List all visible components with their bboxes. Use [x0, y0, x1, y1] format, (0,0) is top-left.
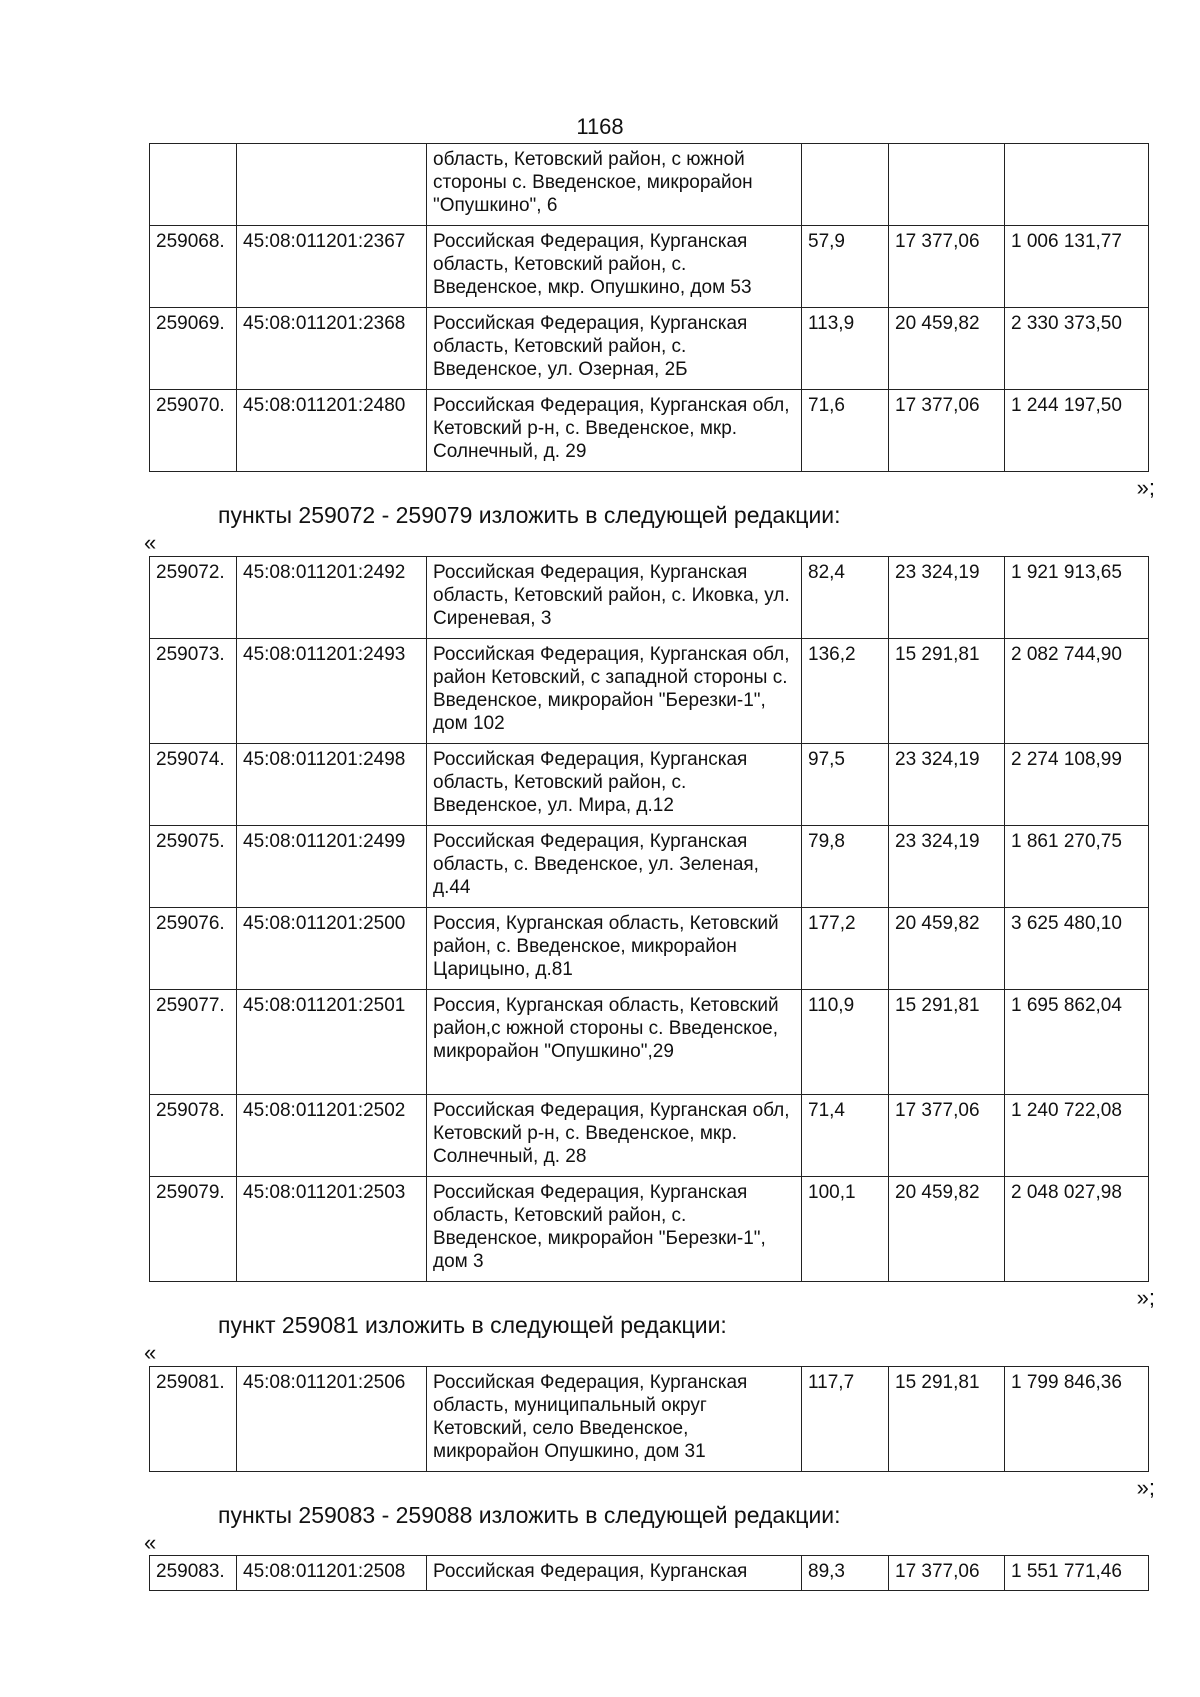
area: 89,3 [802, 1556, 889, 1591]
address: Российская Федерация, Курганская [427, 1556, 802, 1591]
rate: 17 377,06 [889, 226, 1005, 308]
rate: 20 459,82 [889, 908, 1005, 990]
area: 71,4 [802, 1095, 889, 1177]
opening-quote: « [144, 530, 157, 555]
item-number: 259070. [150, 390, 237, 472]
area: 97,5 [802, 744, 889, 826]
cost: 1 240 722,08 [1005, 1095, 1149, 1177]
address: Российская Федерация, Курганская область, Кетовский район, с. Введенское, микрорайон "Березки-1", дом 3 [427, 1177, 802, 1282]
table-row [150, 1177, 1149, 1282]
amendment-paragraph: пункты 259083 - 259088 изложить в следующей редакции: [218, 1502, 841, 1528]
registry-table-4 [149, 1555, 1149, 1591]
registry-table-1 [149, 143, 1149, 472]
item-number: 259078. [150, 1095, 237, 1177]
cadastral-number: 45:08:011201:2499 [237, 826, 427, 908]
cost: 2 274 108,99 [1005, 744, 1149, 826]
table-row [150, 144, 1149, 226]
cost: 2 048 027,98 [1005, 1177, 1149, 1282]
address: Российская Федерация, Курганская область, Кетовский район, с. Введенское, ул. Озерная, 2Б [427, 308, 802, 390]
rate: 15 291,81 [889, 1367, 1005, 1472]
area: 177,2 [802, 908, 889, 990]
table-row [150, 1556, 1149, 1591]
address: Российская Федерация, Курганская область, Кетовский район, с. Иковка, ул. Сиреневая, 3 [427, 557, 802, 639]
area [802, 144, 889, 226]
rate: 23 324,19 [889, 557, 1005, 639]
cost [1005, 144, 1149, 226]
table-row [150, 308, 1149, 390]
rate: 17 377,06 [889, 390, 1005, 472]
area: 71,6 [802, 390, 889, 472]
area: 82,4 [802, 557, 889, 639]
table-row [150, 744, 1149, 826]
registry-table-2 [149, 556, 1149, 1282]
area: 100,1 [802, 1177, 889, 1282]
table-row [150, 557, 1149, 639]
cadastral-number: 45:08:011201:2492 [237, 557, 427, 639]
area: 117,7 [802, 1367, 889, 1472]
address: Российская Федерация, Курганская область, Кетовский район, с. Введенское, мкр. Опушкино, дом 53 [427, 226, 802, 308]
area: 57,9 [802, 226, 889, 308]
cost: 1 921 913,65 [1005, 557, 1149, 639]
address: Российская Федерация, Курганская область, муниципальный округ Кетовский, село Введенское, микрорайон Опушкино, дом 31 [427, 1367, 802, 1472]
item-number: 259079. [150, 1177, 237, 1282]
table-row [150, 226, 1149, 308]
cost: 1 799 846,36 [1005, 1367, 1149, 1472]
item-number: 259069. [150, 308, 237, 390]
cadastral-number: 45:08:011201:2480 [237, 390, 427, 472]
address: Российская Федерация, Курганская область, Кетовский район, с. Введенское, ул. Мира, д.12 [427, 744, 802, 826]
rate: 20 459,82 [889, 308, 1005, 390]
rate [889, 144, 1005, 226]
cadastral-number [237, 144, 427, 226]
rate: 17 377,06 [889, 1095, 1005, 1177]
rate: 23 324,19 [889, 826, 1005, 908]
item-number [150, 144, 237, 226]
cost: 1 695 862,04 [1005, 990, 1149, 1095]
cadastral-number: 45:08:011201:2500 [237, 908, 427, 990]
rate: 15 291,81 [889, 990, 1005, 1095]
table-row [150, 1367, 1149, 1472]
address: область, Кетовский район, с южной стороны с. Введенское, микрорайон "Опушкино", 6 [427, 144, 802, 226]
table-row [150, 1095, 1149, 1177]
table-row [150, 826, 1149, 908]
address: Российская Федерация, Курганская обл, Кетовский р-н, с. Введенское, мкр. Солнечный, д. 29 [427, 390, 802, 472]
table-row [150, 908, 1149, 990]
cadastral-number: 45:08:011201:2493 [237, 639, 427, 744]
area: 113,9 [802, 308, 889, 390]
closing-quote: »; [1136, 1475, 1155, 1500]
item-number: 259081. [150, 1367, 237, 1472]
address: Российская Федерация, Курганская обл, Кетовский р-н, с. Введенское, мкр. Солнечный, д. 28 [427, 1095, 802, 1177]
table-row [150, 390, 1149, 472]
cost: 1 006 131,77 [1005, 226, 1149, 308]
cadastral-number: 45:08:011201:2498 [237, 744, 427, 826]
address: Россия, Курганская область, Кетовский район,с южной стороны с. Введенское, микрорайон "Опушкино",29 [427, 990, 802, 1095]
area: 110,9 [802, 990, 889, 1095]
cadastral-number: 45:08:011201:2508 [237, 1556, 427, 1591]
cost: 1 551 771,46 [1005, 1556, 1149, 1591]
cost: 2 330 373,50 [1005, 308, 1149, 390]
area: 79,8 [802, 826, 889, 908]
address: Россия, Курганская область, Кетовский район, с. Введенское, микрорайон Царицыно, д.81 [427, 908, 802, 990]
address: Российская Федерация, Курганская обл, район Кетовский, с западной стороны с. Введенское, микрорайон "Березки-1", дом 102 [427, 639, 802, 744]
cost: 1 244 197,50 [1005, 390, 1149, 472]
item-number: 259077. [150, 990, 237, 1095]
area: 136,2 [802, 639, 889, 744]
item-number: 259083. [150, 1556, 237, 1591]
registry-table-3 [149, 1366, 1149, 1472]
page-number: 1168 [576, 114, 624, 139]
closing-quote: »; [1136, 1285, 1155, 1310]
address: Российская Федерация, Курганская область, с. Введенское, ул. Зеленая, д.44 [427, 826, 802, 908]
item-number: 259074. [150, 744, 237, 826]
rate: 17 377,06 [889, 1556, 1005, 1591]
amendment-paragraph: пункты 259072 - 259079 изложить в следующей редакции: [218, 502, 841, 528]
cadastral-number: 45:08:011201:2367 [237, 226, 427, 308]
rate: 23 324,19 [889, 744, 1005, 826]
cadastral-number: 45:08:011201:2506 [237, 1367, 427, 1472]
cadastral-number: 45:08:011201:2502 [237, 1095, 427, 1177]
cost: 1 861 270,75 [1005, 826, 1149, 908]
closing-quote: »; [1136, 475, 1155, 500]
cost: 2 082 744,90 [1005, 639, 1149, 744]
cadastral-number: 45:08:011201:2368 [237, 308, 427, 390]
cost: 3 625 480,10 [1005, 908, 1149, 990]
item-number: 259076. [150, 908, 237, 990]
cadastral-number: 45:08:011201:2503 [237, 1177, 427, 1282]
item-number: 259075. [150, 826, 237, 908]
rate: 20 459,82 [889, 1177, 1005, 1282]
cadastral-number: 45:08:011201:2501 [237, 990, 427, 1095]
item-number: 259068. [150, 226, 237, 308]
opening-quote: « [144, 1340, 157, 1365]
item-number: 259073. [150, 639, 237, 744]
table-row [150, 990, 1149, 1095]
item-number: 259072. [150, 557, 237, 639]
opening-quote: « [144, 1530, 157, 1555]
rate: 15 291,81 [889, 639, 1005, 744]
table-row [150, 639, 1149, 744]
amendment-paragraph: пункт 259081 изложить в следующей редакции: [218, 1312, 727, 1338]
